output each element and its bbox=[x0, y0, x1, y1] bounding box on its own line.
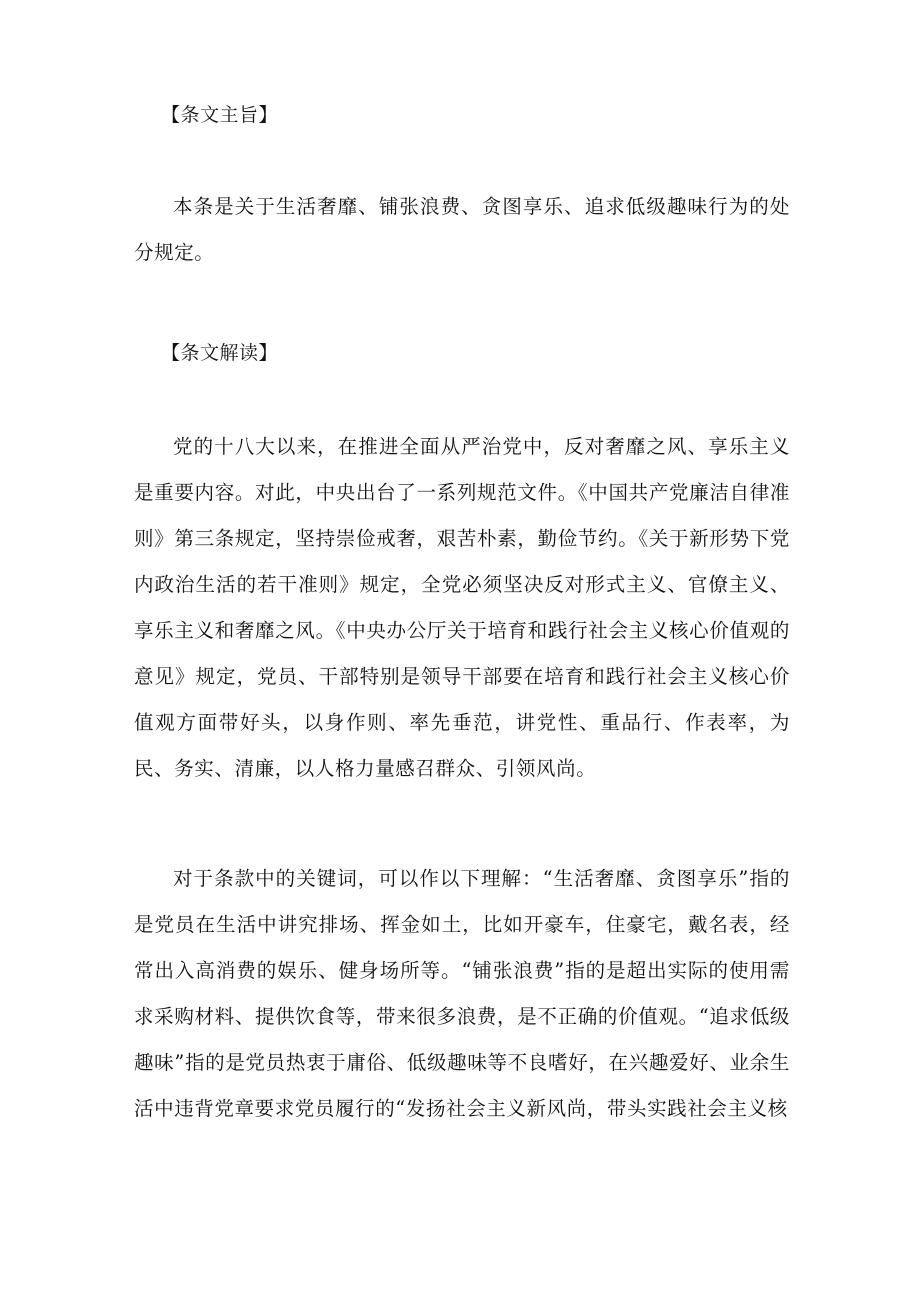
paragraph-interpretation-1: 党的十八大以来，在推进全面从严治党中，反对奢靡之风、享乐主义是重要内容。对此，中央出台了一系列规范文件。《中国共产党廉洁自律准则》第三条规定，坚持崇俭戒奢，艰苦朴素，勤俭节约。《关于新形势下党内政治生活的若干准则》规定，全党必须坚决反对形式主义、官僚主义、享乐主义和奢靡之风。《中央办公厅关于培育和践行社会主义核心价值观的意见》规定，党员、干部特别是领导干部要在培育和践行社会主义核心价值观方面带好头，以身作则、率先垂范，讲党性、重品行、作表率，为民、务实、清廉，以人格力量感召群众、引领风尚。 bbox=[134, 435, 790, 780]
section-heading-interpretation: 【条文解读】 bbox=[161, 342, 279, 364]
section-heading-purpose: 【条文主旨】 bbox=[161, 104, 279, 126]
paragraph-interpretation-2: 对于条款中的关键词，可以作以下理解：“生活奢靡、贪图享乐”指的是党员在生活中讲究排场、挥金如土，比如开豪车，住豪宅，戴名表，经常出入高消费的娱乐、健身场所等。“铺张浪费”指的是超出实际的使用需求采购材料、提供饮食等，带来很多浪费，是不正确的价值观。“追求低级趣味”指的是党员热衷于庸俗、低级趣味等不良嗜好，在兴趣爱好、业余生活中违背党章要求党员履行的“发扬社会主义新风尚，带头实践社会主义核 bbox=[134, 867, 790, 1120]
paragraph-purpose: 本条是关于生活奢靡、铺张浪费、贪图享乐、追求低级趣味行为的处分规定。 bbox=[134, 195, 790, 264]
